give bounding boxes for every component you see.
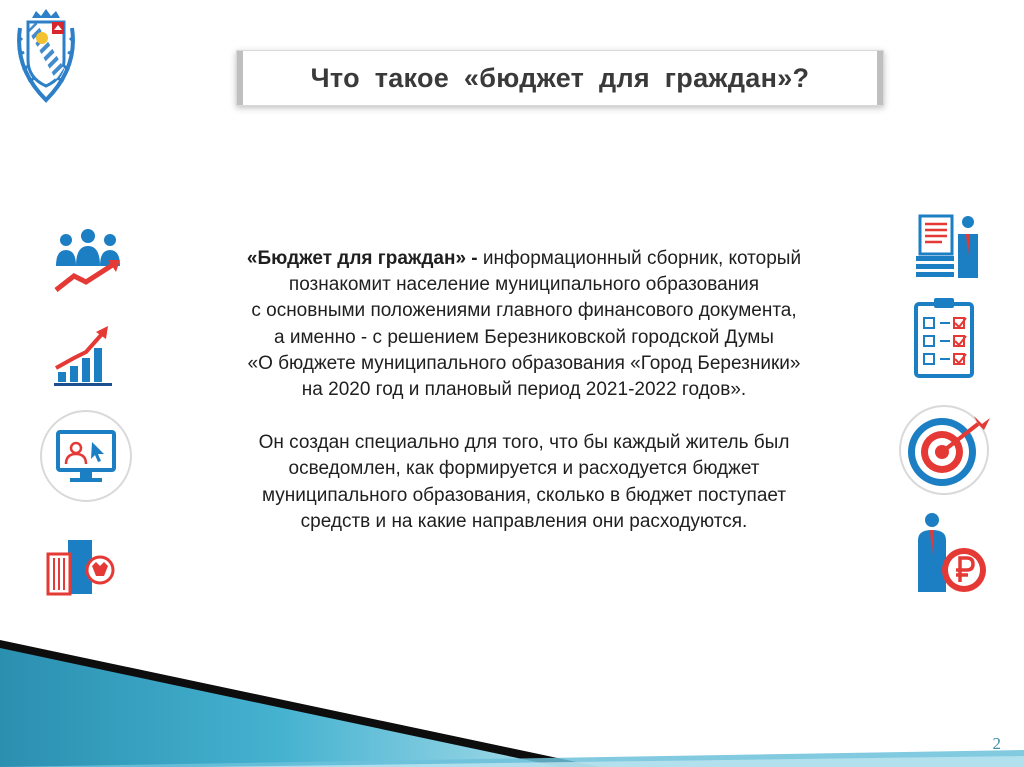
text-line: познакомит население муниципального образования	[288, 274, 760, 296]
lead-bold-term: «Бюджет для граждан» -	[246, 248, 478, 269]
page-title: Что такое «бюджет для граждан»?	[310, 62, 810, 93]
text-line: с основными положениями главного финансового документа,	[251, 300, 797, 322]
paragraph-gap	[186, 403, 862, 430]
bottom-decoration	[0, 640, 1024, 767]
page-number: 2	[992, 734, 1001, 753]
main-text	[186, 246, 862, 535]
lead-rest-text: информационный сборник, который	[477, 248, 802, 269]
text-line: осведомлен, как формируется и расходуется бюджет	[288, 458, 760, 480]
growth-chart-icon	[52, 322, 114, 388]
documents-clerk-icon	[914, 212, 980, 282]
people-growth-icon	[50, 226, 128, 298]
target-icon	[898, 402, 994, 498]
berezniki-coat-of-arms-icon	[14, 8, 78, 104]
title-banner	[236, 50, 884, 106]
text-line: Он создан специально для того, что бы каждый житель был	[258, 432, 790, 454]
text-line: на 2020 год и плановый период 2021-2022 годов».	[301, 379, 747, 401]
checklist-icon	[912, 296, 976, 380]
businessman-ruble-icon	[906, 512, 990, 596]
text-line: «О бюджете муниципального образования «Город Березники»	[247, 352, 801, 374]
text-line: муниципального образования, сколько в бюджет поступает	[261, 484, 787, 506]
text-line: средств и на какие направления они расходуются.	[300, 510, 748, 532]
lead-line	[186, 246, 862, 272]
text-line: а именно - с решением Березниковской городской Думы	[274, 326, 774, 348]
treasury-building-icon	[46, 536, 118, 598]
online-user-monitor-icon	[38, 408, 134, 504]
